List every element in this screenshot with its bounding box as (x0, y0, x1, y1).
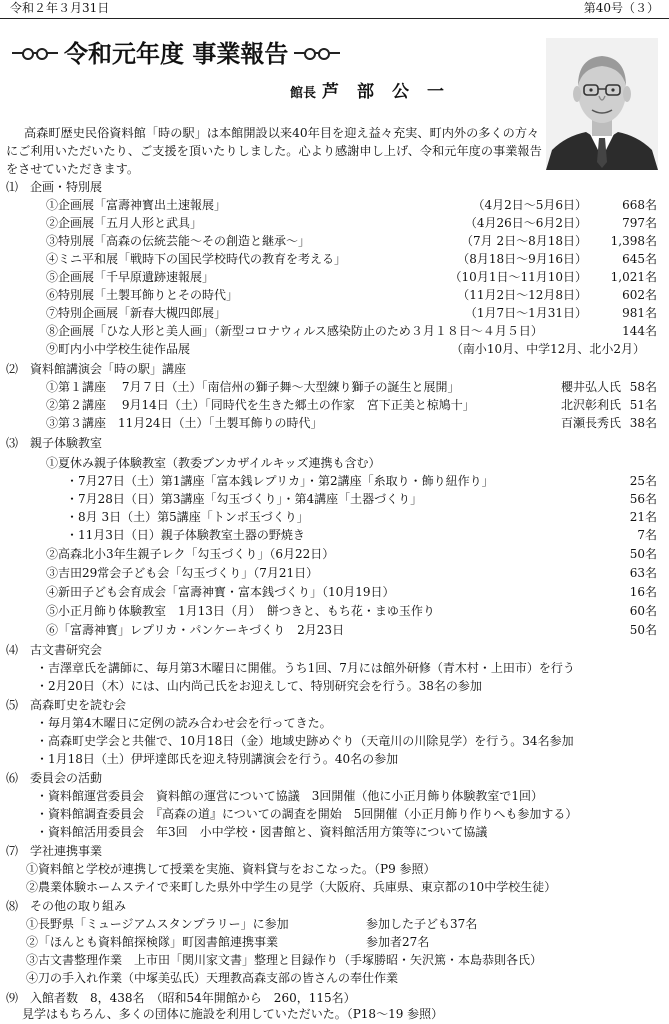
author-name: 芦部公一 (322, 82, 463, 102)
exhibition-count: 144名 (622, 324, 657, 338)
section-9-heading: ⑼ 入館者数 8，438名 （昭和54年開館から 260，115名） (6, 991, 356, 1005)
section-4-line: ・吉澤章氏を講師に、毎月第3木曜日に開催。うち1回、7月には館外研修（青木村・上田市）を行う (36, 661, 575, 675)
exhibition-title: ⑦特別企画展「新春大槻四郎展」 (46, 306, 227, 320)
section-8-heading: ⑻ その他の取り組み (6, 899, 127, 913)
section-6-heading: ⑹ 委員会の活動 (6, 771, 103, 785)
exhibition-date: （11月2日～12月8日） (457, 288, 587, 302)
lecture-speaker: 櫻井弘人氏 (560, 380, 621, 394)
section-4-line: ・2月20日（木）には、山内尚己氏をお迎えして、特別研究会を行う。38名の参加 (36, 679, 482, 693)
workshop-count: 16名 (629, 585, 657, 599)
director-portrait (546, 38, 658, 170)
intro-paragraph: 高森町歴史民俗資料館「時の駅」は本館開設以来40年目を迎え益々充実、町内外の多くの方々にご利用いただいたり、ご支援を頂いたりしました。心より感謝申し上げ、令和元年度の事業報告をさせていただきます。 (6, 126, 542, 176)
workshop-item: ③吉田29常会子ども会「勾玉づくり」（7月21日） (46, 566, 319, 580)
ornament-left-icon (12, 47, 58, 59)
lecture-count: 51名 (629, 398, 657, 412)
exhibition-count: 645名 (622, 252, 657, 266)
section-5-line: ・毎月第4木曜日に定例の読み合わせ会を行ってきた。 (36, 716, 332, 730)
workshop-item: ・7月28日（日）第3講座「勾玉づくり」・第4講座「土器づくり」 (66, 492, 423, 506)
author-role: 館長 (290, 86, 317, 101)
issue-number: 第40号（３） (583, 1, 659, 15)
section-5-heading: ⑸ 高森町史を読む会 (6, 698, 127, 712)
workshop-count: 25名 (629, 474, 657, 488)
section-7-heading: ⑺ 学社連携事業 (6, 844, 103, 858)
section-3-heading: ⑶ 親子体験教室 (6, 436, 103, 450)
lecture-speaker: 北沢彰利氏 (560, 398, 621, 412)
lecture-count: 38名 (629, 416, 657, 430)
exhibition-date: （10月1日～11月10日） (449, 270, 587, 284)
lecture-count: 58名 (629, 380, 657, 394)
workshop-item: ⑥「富壽神寳」レプリカ・パンケーキづくり 2月23日 (46, 623, 345, 637)
workshop-item: ・7月27日（土）第1講座「富本銭レプリカ」・第2講座「糸取り・飾り紐作り」 (66, 474, 494, 488)
workshop-count: 50名 (629, 547, 657, 561)
exhibition-title: ①企画展「富壽神寳出土速報展」 (46, 198, 227, 212)
workshop-count: 56名 (629, 492, 657, 506)
lecture-title: ③第３講座 11月24日（土）「土製耳飾りの時代」 (46, 416, 323, 430)
section-6-line: ・資料館運営委員会 資料館の運営について協議 3回開催（他に小正月飾り体験教室で1回） (36, 789, 544, 803)
issue-date: 令和２年３月31日 (10, 1, 110, 15)
section-7-line: ①資料館と学校が連携して授業を実施、資料貸与をおこなった。（P9 参照） (26, 862, 436, 876)
exhibition-title: ③特別展「高森の伝統芸能～その創造と継承～」 (46, 234, 311, 248)
exhibition-title: ④ミニ平和展「戦時下の国民学校時代の教育を考える」 (46, 252, 347, 266)
section-8-item: ④刀の手入れ作業（中塚美弘氏）天理教高森支部の皆さんの奉仕作業 (26, 971, 399, 985)
exhibition-date: （8月18日～9月16日） (457, 252, 587, 266)
section-8-item: ①長野県「ミュージアムスタンプラリー」に参加 (26, 917, 289, 931)
exhibition-date: （1月7日～1月31日） (464, 306, 587, 320)
section-7-line: ②農業体験ホームステイで来町した県外中学生の見学（大阪府、兵庫県、東京都の10中学校生徒） (26, 880, 557, 894)
exhibition-count: 797名 (622, 216, 657, 230)
article-title-row (6, 38, 346, 70)
article-title: 令和元年度 事業報告 (64, 40, 289, 68)
exhibition-count: 602名 (622, 288, 657, 302)
workshop-sub-heading: ①夏休み親子体験教室（教委ブンカザイルキッズ連携も含む） (46, 456, 381, 470)
exhibition-title: ⑤企画展「千早原遺跡速報展」 (46, 270, 215, 284)
page-header (0, 0, 669, 19)
section-8-note: 参加した子ども37名 (366, 917, 478, 931)
workshop-item: ・8月 3日（土）第5講座「トンボ玉づくり」 (66, 510, 309, 524)
workshop-item: ・11月3日（日）親子体験教室土器の野焼き (66, 528, 305, 542)
exhibition-title: ⑥特別展「土製耳飾りとその時代」 (46, 288, 239, 302)
workshop-count: 60名 (629, 604, 657, 618)
exhibition-date: （7月 2日～8月18日） (461, 234, 587, 248)
section-5-line: ・高森町史学会と共催で、10月18日（金）地域史跡めぐり（天竜川の川除見学）を行う。34名参加 (36, 734, 574, 748)
exhibition-title: ⑧企画展「ひな人形と美人画」（新型コロナウィルス感染防止のため３月１８日～４月５日） (46, 324, 543, 338)
section-9-line: 見学はもちろん、多くの団体に施設を利用していただいた。（P18～19 参照） (22, 1007, 444, 1021)
lecture-speaker: 百瀬長秀氏 (560, 416, 621, 430)
workshop-count: 21名 (629, 510, 657, 524)
workshop-count: 63名 (629, 566, 657, 580)
section-2-heading: ⑵ 資料館講演会「時の駅」講座 (6, 362, 187, 376)
workshop-item: ④新田子ども会育成会「富壽神寳・富本銭づくり」（10月19日） (46, 585, 395, 599)
section-8-item: ②「ほんとも資料館探検隊」町図書館連携事業 (26, 935, 279, 949)
exhibition-count: 981名 (622, 306, 657, 320)
section-1-heading: ⑴ 企画・特別展 (6, 180, 103, 194)
workshop-item: ⑤小正月飾り体験教室 1月13日（月） 餅つきと、もち花・まゆ玉作り (46, 604, 435, 618)
exhibition-date: （4月2日～5月6日） (472, 198, 587, 212)
exhibition-date: （4月26日～6月2日） (464, 216, 587, 230)
workshop-count: 7名 (637, 528, 657, 542)
section-6-line: ・資料館調査委員会 『高森の道』についての調査を開始 5回開催（小正月飾り作りへも参加する） (36, 807, 578, 821)
exhibition-title: ②企画展「五月人形と武具」 (46, 216, 203, 230)
section-8-note: 参加者27名 (366, 935, 430, 949)
ornament-right-icon (294, 47, 340, 59)
workshop-item: ②高森北小3年生親子レク「勾玉づくり」（6月22日） (46, 547, 335, 561)
exhibition-count: 668名 (622, 198, 657, 212)
author-line (290, 77, 462, 102)
exhibition-date: （南小10月、中学12月、北小2月） (450, 342, 645, 356)
section-4-heading: ⑷ 古文書研究会 (6, 643, 103, 657)
section-8-item: ③古文書整理作業 上市田「関川家文書」整理と目録作り（手塚勝昭・矢沢篤・本島恭則各氏） (26, 953, 543, 967)
lecture-title: ①第１講座 7月７日（土）「南信州の獅子舞～大型練り獅子の誕生と展開」 (46, 380, 460, 394)
lecture-title: ②第２講座 9月14日（土）「同時代を生きた郷土の作家 宮下正美と椋鳩十」 (46, 398, 475, 412)
exhibition-count: 1,021名 (610, 270, 657, 284)
section-6-line: ・資料館活用委員会 年3回 小中学校・図書館と、資料館活用方策等について協議 (36, 825, 488, 839)
exhibition-title: ⑨町内小中学校生徒作品展 (46, 342, 191, 356)
workshop-count: 50名 (629, 623, 657, 637)
portrait-illustration (546, 38, 658, 170)
exhibition-count: 1,398名 (610, 234, 657, 248)
section-5-line: ・1月18日（土）伊坪達郎氏を迎え特別講演会を行う。40名の参加 (36, 752, 399, 766)
